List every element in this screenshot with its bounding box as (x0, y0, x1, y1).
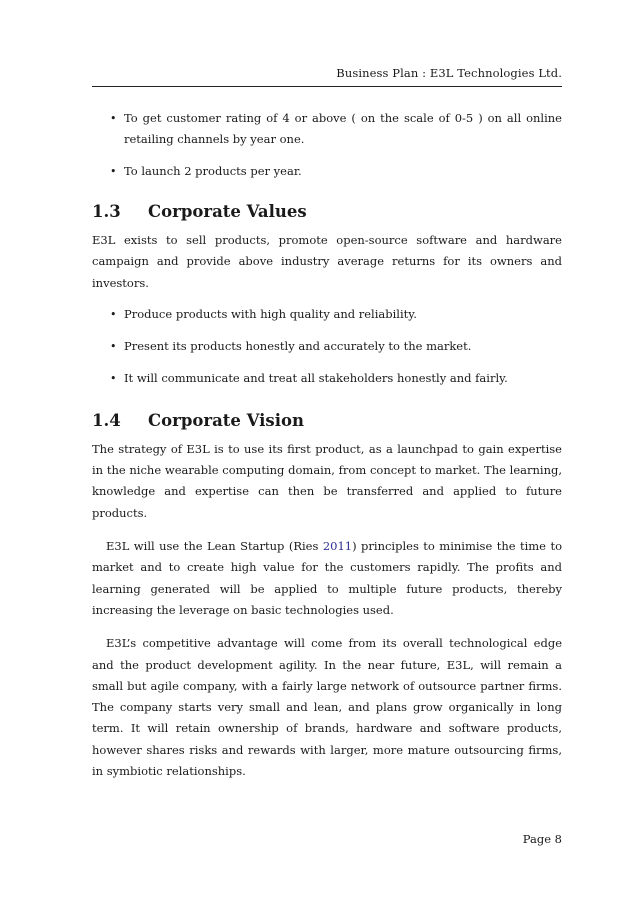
section-number: 1.3 (92, 202, 121, 221)
vision-paragraph-3: E3L’s competitive advantage will come from its overall technological edge and the product development agility. In the near future, E3L, will remain a small but agile company, with a fairly large network of outsource partner firms. The company starts very small and lean, and plans grow organically in long term. It will retain ownership of brands, hardware and software products, however shares risks and rewards with larger, more mature outsourcing firms, in symbiotic relationships. (92, 636, 562, 779)
section-title: Corporate Values (148, 202, 307, 221)
header-rule (92, 86, 562, 87)
corporate-values-intro: E3L exists to sell products, promote open-source software and hardware campaign and provide above industry average returns for its owners and investors. (92, 233, 562, 290)
list-item: • Present its products honestly and accurately to the market. (92, 336, 562, 357)
vision-paragraph-2: E3L will use the Lean Startup (Ries 2011) principles to minimise the time to market and to create high value for the customers rapidly. The profits and learning generated will be applied to multiple future products, thereby increasing the leverage on basic technologies used. (92, 539, 562, 617)
list-item: • To get customer rating of 4 or above ( on the scale of 0-5 ) on all online retailing channels by year one. (92, 108, 562, 150)
bullet-icon: • (110, 112, 117, 125)
list-item: • It will communicate and treat all stakeholders honestly and fairly. (92, 368, 562, 389)
running-header: Business Plan : E3L Technologies Ltd. (336, 66, 562, 80)
vision-paragraph-1: The strategy of E3L is to use its first product, as a launchpad to gain expertise in the niche wearable computing domain, from concept to market. The learning, knowledge and expertise can then be transferred and applied to future products. (92, 441, 562, 520)
section-number: 1.4 (92, 410, 121, 430)
bullet-icon: • (110, 165, 117, 178)
bullet-icon: • (110, 371, 117, 385)
bullet-icon: • (110, 307, 117, 321)
page-content (92, 108, 562, 782)
list-item: • Produce products with high quality and reliability. (92, 304, 562, 325)
goals-bullet-list (92, 108, 562, 182)
bullet-icon: • (110, 339, 117, 353)
section-title: Corporate Vision (148, 410, 304, 430)
page-number: Page 8 (522, 832, 562, 846)
list-item: • To launch 2 products per year. (92, 161, 562, 182)
citation-link[interactable]: 2011 (322, 539, 353, 554)
section-heading-corporate-vision (92, 411, 562, 430)
section-heading-corporate-values (92, 202, 562, 221)
values-bullet-list (92, 304, 562, 389)
